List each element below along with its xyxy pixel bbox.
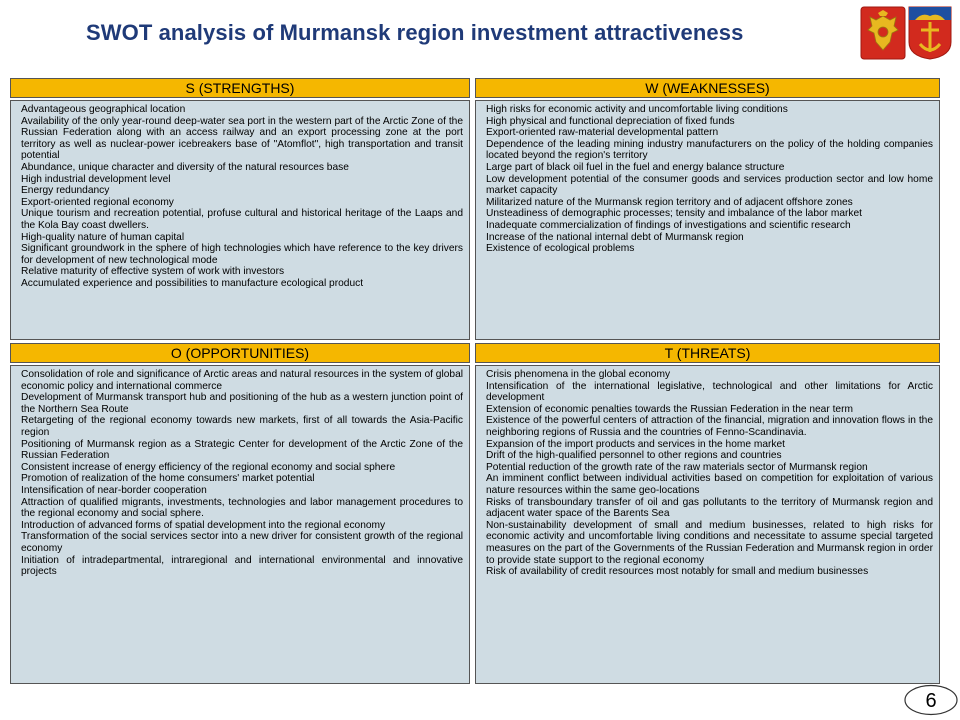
list-item: Existence of ecological problems bbox=[486, 243, 635, 255]
list-item: High-quality nature of human capital bbox=[21, 231, 185, 243]
weaknesses-header: W (WEAKNESSES) bbox=[475, 78, 940, 98]
list-item: Unsteadiness of demographic processes; tensity and imbalance of the labor market bbox=[486, 208, 863, 220]
list-item: Risk of availability of credit resources most notably for small and medium businesses bbox=[486, 566, 869, 578]
list-item: High physical and functional depreciation of fixed funds bbox=[486, 115, 735, 127]
list-item: High risks for economic activity and uncomfortable living conditions bbox=[486, 104, 788, 115]
list-item: Significant groundwork in the sphere of high technologies which have reference to the key drivers for development of new technological mode bbox=[21, 243, 463, 266]
russian-coat-of-arms-icon bbox=[861, 7, 905, 59]
list-item: Initiation of intradepartmental, intraregional and international environmental and innovative projects bbox=[21, 554, 463, 578]
threats-header: T (THREATS) bbox=[475, 343, 940, 363]
list-item: High industrial development level bbox=[21, 173, 171, 185]
coat-of-arms-group bbox=[860, 6, 952, 60]
page-number: 6 bbox=[925, 690, 937, 712]
list-item: Inadequate commercialization of findings of investigations and scientific research bbox=[486, 219, 851, 231]
list-item: Drift of the high-qualified personnel to other regions and countries bbox=[486, 450, 782, 462]
list-item: Abundance, unique character and diversity of the natural resources base bbox=[21, 161, 349, 173]
list-item: Intensification of near-border cooperation bbox=[21, 484, 207, 496]
list-item: Development of Murmansk transport hub and positioning of the hub as a western junction point of the Northern Sea Route bbox=[21, 392, 463, 415]
list-item: Intensification of the international legislative, technological and other limitations for Arctic development bbox=[486, 380, 933, 404]
list-item: Transformation of the social services sector into a new driver for consistent growth of the regional economy bbox=[21, 531, 463, 554]
list-item: Expansion of the import products and services in the home market bbox=[486, 438, 785, 450]
list-item: Accumulated experience and possibilities to manufacture ecological product bbox=[21, 277, 364, 289]
list-item: Large part of black oil fuel in the fuel and energy balance structure bbox=[486, 161, 785, 173]
list-item: Attraction of qualified migrants, investments, technologies and labor management procedures to the regional economy and social sphere. bbox=[21, 496, 463, 520]
threats-list bbox=[475, 365, 940, 684]
list-item: Introduction of advanced forms of spatial development into the regional economy bbox=[21, 519, 386, 531]
list-item: Export-oriented regional economy bbox=[21, 196, 174, 208]
opportunities-list bbox=[10, 365, 470, 684]
weaknesses-list bbox=[475, 100, 940, 340]
list-item: An imminent conflict between individual activities based on competition for exploitation of various nature resources within the same geo-locations bbox=[486, 473, 933, 496]
strengths-list bbox=[10, 100, 470, 340]
swot-grid bbox=[10, 78, 943, 684]
strengths-header: S (STRENGTHS) bbox=[10, 78, 470, 98]
list-item: Promotion of realization of the home consumers' market potential bbox=[21, 473, 315, 485]
list-item: Positioning of Murmansk region as a Strategic Center for development of the Arctic Zone of the Russian Federation bbox=[21, 438, 463, 462]
list-item: Low development potential of the consumer goods and services production sector and low home market capacity bbox=[486, 173, 933, 197]
opportunities-header: O (OPPORTUNITIES) bbox=[10, 343, 470, 363]
list-item: Dependence of the leading mining industry manufacturers on the policy of the holding companies located beyond the region's territory bbox=[486, 138, 933, 162]
list-item: Relative maturity of effective system of work with investors bbox=[21, 266, 285, 278]
list-item: Availability of the only year-round deep-water sea port in the western part of the Arctic Zone of the Russian Federation along with an access railway and an export processing zone at the port territory as well as nuclear-power icebreakers base of "Atomflot", high transportation and transit potential bbox=[21, 115, 463, 162]
list-item: Risks of transboundary transfer of oil and gas pollutants to the territory of Murmansk region and adjacent water space of the Barents Sea bbox=[486, 496, 933, 520]
list-item: Existence of the powerful centers of attraction of the financial, migration and innovation flows in the neighboring regions of Russia and the countries of Fenno-Scandinavia. bbox=[486, 415, 933, 438]
list-item: Potential reduction of the growth rate of the raw materials sector of Murmansk region bbox=[486, 461, 868, 473]
list-item: Crisis phenomena in the global economy bbox=[486, 369, 671, 380]
page-number-badge bbox=[903, 684, 959, 716]
list-item: Advantageous geographical location bbox=[21, 104, 186, 115]
list-item: Export-oriented raw-material developmental pattern bbox=[486, 127, 719, 139]
list-item: Militarized nature of the Murmansk region territory and of adjacent offshore zones bbox=[486, 196, 853, 208]
list-item: Non-sustainability development of small and medium businesses, related to high risks for economic activity and uncomfortable living conditions and necessitate to assume special targeted measures on the part of the Governments of the Russian Federation and Murmansk region in order to provide state support to the regional economy bbox=[486, 519, 933, 566]
page-title: SWOT analysis of Murmansk region investment attractiveness bbox=[86, 20, 744, 45]
list-item: Consolidation of role and significance of Arctic areas and natural resources in the system of global economic policy and international commerce bbox=[21, 369, 463, 392]
murmansk-coat-of-arms-icon bbox=[909, 7, 951, 59]
list-item: Extension of economic penalties towards the Russian Federation in the near term bbox=[486, 403, 853, 415]
list-item: Retargeting of the regional economy towards new markets, first of all towards the Asia-Pacific region bbox=[21, 415, 463, 438]
list-item: Energy redundancy bbox=[21, 185, 110, 197]
list-item: Consistent increase of energy efficiency of the regional economy and social sphere bbox=[21, 461, 396, 473]
list-item: Increase of the national internal debt of Murmansk region bbox=[486, 231, 744, 243]
list-item: Unique tourism and recreation potential, profuse cultural and historical heritage of the Laaps and the Kola Bay coast dwellers. bbox=[21, 208, 463, 231]
